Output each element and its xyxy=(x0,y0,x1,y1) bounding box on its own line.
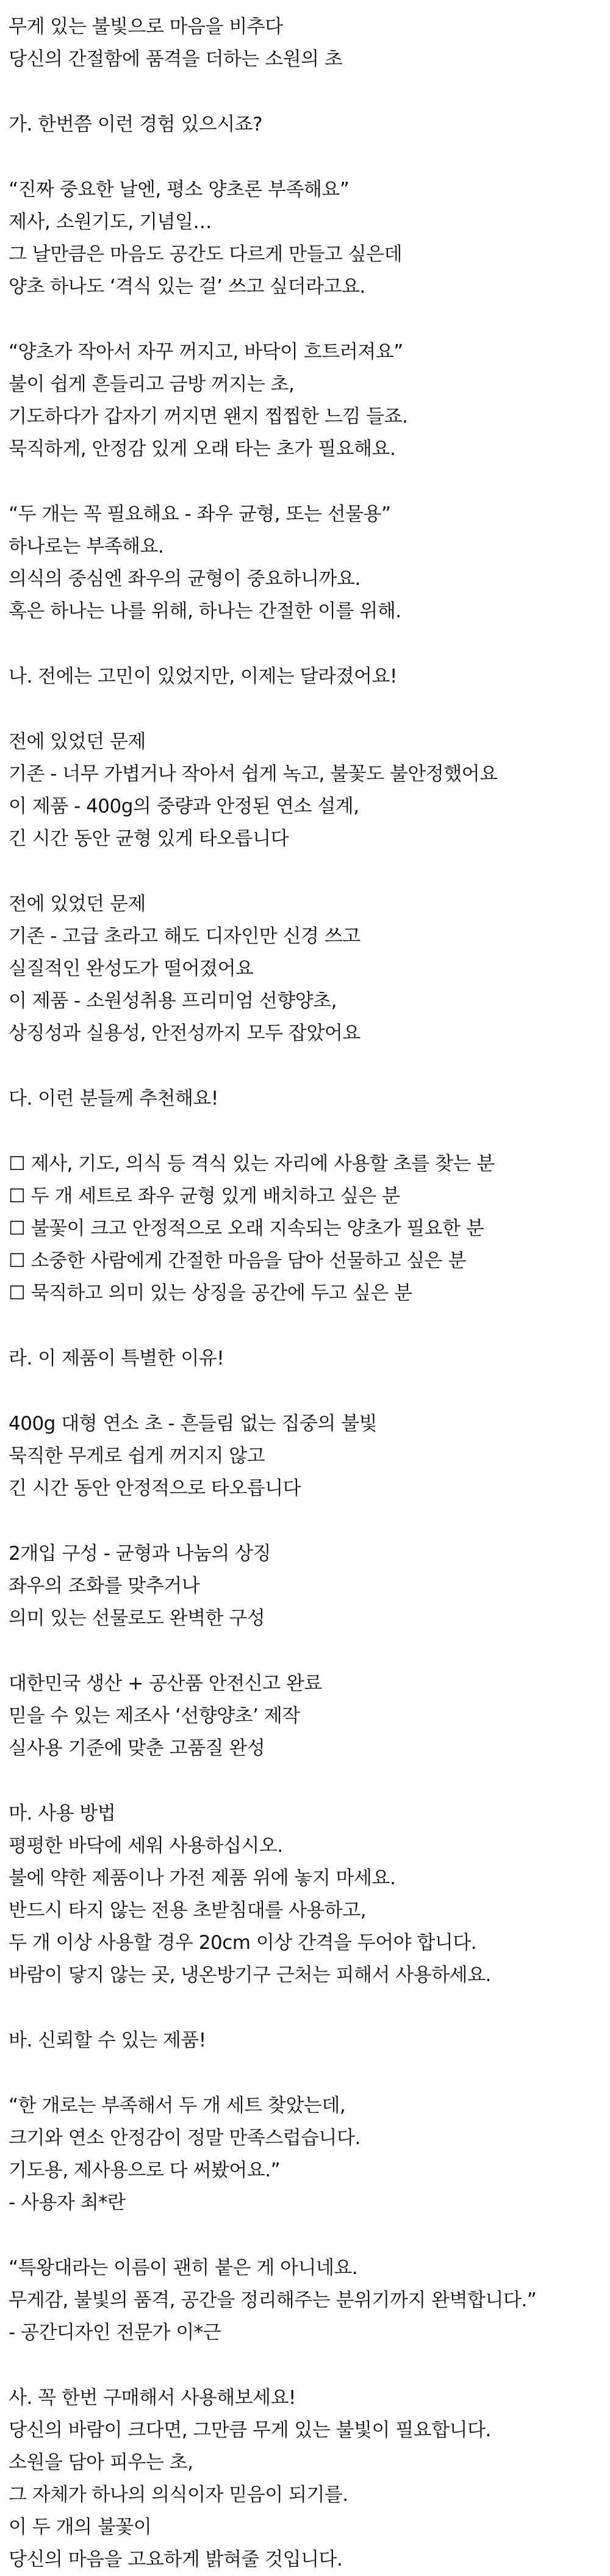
text-line: 전에 있었던 문제 xyxy=(9,893,146,915)
text-paragraph xyxy=(9,2382,610,2576)
heading-line: 나. 전에는 고민이 있었지만, 이제는 달라졌어요! xyxy=(9,666,397,687)
text-line: 혹은 하나는 나를 위해, 하나는 간절한 이를 위해. xyxy=(9,600,401,622)
text-line: ☐ 소중한 사람에게 간절한 마음을 담아 선물하고 싶은 분 xyxy=(9,1250,466,1272)
text-paragraph xyxy=(9,1798,610,1992)
heading-line: 다. 이런 분들께 추천해요! xyxy=(9,1088,218,1110)
text-line: 평평한 바닥에 세워 사용하십시오. xyxy=(9,1835,283,1857)
text-line: 사. 꼭 한번 구매해서 사용해보세요! xyxy=(9,2387,296,2409)
section-heading xyxy=(9,109,610,141)
text-line: 기존 - 고급 초라고 해도 디자인만 신경 쓰고 xyxy=(9,925,361,947)
text-paragraph xyxy=(9,888,610,1050)
text-line: 믿을 수 있는 제조사 ‘선향양초’ 제작 xyxy=(9,1705,300,1727)
text-paragraph xyxy=(9,11,610,76)
text-line: 400g 대형 연소 초 - 흔들림 없는 집중의 불빛 xyxy=(9,1413,378,1435)
text-line: 전에 있었던 문제 xyxy=(9,731,146,753)
text-paragraph xyxy=(9,174,610,303)
text-line: “한 개로는 부족해서 두 개 세트 찾았는데, xyxy=(9,2095,346,2117)
text-line: 기존 - 너무 가볍거나 작아서 쉽게 녹고, 불꽃도 불안정했어요 xyxy=(9,763,498,785)
text-paragraph xyxy=(9,1408,610,1505)
text-paragraph xyxy=(9,1668,610,1765)
text-line: 2개입 구성 - 균형과 나눔의 상징 xyxy=(9,1543,271,1565)
text-line: - 공간디자인 전문가 이*근 xyxy=(9,2322,221,2344)
text-paragraph xyxy=(9,2252,610,2349)
text-line: “진짜 중요한 날엔, 평소 양초론 부족해요” xyxy=(9,179,350,201)
text-line: 상징성과 실용성, 안전성까지 모두 잡았어요 xyxy=(9,1022,361,1044)
text-line: - 사용자 최*란 xyxy=(9,2192,126,2214)
heading-line: 라. 이 제품이 특별한 이유! xyxy=(9,1347,224,1369)
text-line: ☐ 불꽃이 크고 안정적으로 오래 지속되는 양초가 필요한 분 xyxy=(9,1218,484,1240)
text-line: 바람이 닿지 않는 곳, 냉온방기구 근처는 피해서 사용하세요. xyxy=(9,1964,491,1986)
text-line: 기도용, 제사용으로 다 써봤어요.” xyxy=(9,2159,281,2181)
text-line: 무게감, 불빛의 품격, 공간을 정리해주는 분위기까지 완벽합니다.” xyxy=(9,2289,537,2311)
section-heading xyxy=(9,1083,610,1115)
text-line: 긴 시간 동안 안정적으로 타오릅니다 xyxy=(9,1477,301,1499)
section-heading xyxy=(9,2025,610,2057)
text-line: ☐ 제사, 기도, 의식 등 격식 있는 자리에 사용할 초를 찾는 분 xyxy=(9,1153,495,1175)
text-line: 반드시 타지 않는 전용 초받침대를 사용하고, xyxy=(9,1900,367,1921)
text-line: ☐ 묵직하고 의미 있는 상징을 공간에 두고 싶은 분 xyxy=(9,1282,412,1304)
heading-line: 가. 한번쯤 이런 경험 있으시죠? xyxy=(9,113,263,135)
text-line: 의식의 중심엔 좌우의 균형이 중요하니까요. xyxy=(9,568,361,590)
text-paragraph xyxy=(9,1148,610,1310)
text-line: ☐ 두 개 세트로 좌우 균형 있게 배치하고 싶은 분 xyxy=(9,1185,400,1207)
text-paragraph xyxy=(9,336,610,465)
text-line: 실질적인 완성도가 떨어졌어요 xyxy=(9,958,254,980)
text-line: 이 제품 - 소원성취용 프리미엄 선향양초, xyxy=(9,990,337,1012)
text-line: 당신의 간절함에 품격을 더하는 소원의 초 xyxy=(9,48,343,70)
text-line: 당신의 마음을 고요하게 밝혀줄 것입니다. xyxy=(9,2549,343,2571)
text-line: 실사용 기준에 맞춘 고품질 완성 xyxy=(9,1737,265,1759)
text-line: 긴 시간 동안 균형 있게 타오릅니다 xyxy=(9,828,289,850)
text-line: 이 제품 - 400g의 중량과 안정된 연소 설계, xyxy=(9,795,359,817)
section-heading xyxy=(9,661,610,693)
text-line: 그 자체가 하나의 의식이자 믿음이 되기를. xyxy=(9,2484,348,2506)
text-paragraph xyxy=(9,726,610,855)
text-paragraph xyxy=(9,1538,610,1635)
text-line: 불이 쉽게 흔들리고 금방 꺼지는 초, xyxy=(9,373,295,395)
text-line: “양초가 작아서 자꾸 꺼지고, 바닥이 흐트러져요” xyxy=(9,341,403,363)
text-line: 두 개 이상 사용할 경우 20cm 이상 간격을 두어야 합니다. xyxy=(9,1932,477,1954)
text-line: 제사, 소원기도, 기념일… xyxy=(9,211,212,233)
text-line: 기도하다가 갑자기 꺼지면 왠지 찝찝한 느낌 들죠. xyxy=(9,406,408,428)
text-line: 당신의 바람이 크다면, 그만큼 무게 있는 불빛이 필요합니다. xyxy=(9,2419,491,2441)
text-line: 좌우의 조화를 맞추거나 xyxy=(9,1575,200,1597)
text-line: 대한민국 생산 + 공산품 안전신고 완료 xyxy=(9,1673,322,1695)
text-line: 의미 있는 선물로도 완벽한 구성 xyxy=(9,1607,265,1629)
text-paragraph xyxy=(9,2090,610,2219)
text-paragraph xyxy=(9,498,610,628)
text-line: 이 두 개의 불꽃이 xyxy=(9,2516,152,2538)
section-heading xyxy=(9,1343,610,1375)
text-line: 무게 있는 불빛으로 마음을 비추다 xyxy=(9,16,283,38)
text-line: “두 개는 꼭 필요해요 - 좌우 균형, 또는 선물용” xyxy=(9,503,391,525)
heading-line: 바. 신뢰할 수 있는 제품! xyxy=(9,2029,206,2051)
text-line: 양초 하나도 ‘격식 있는 걸’ 쓰고 싶더라고요. xyxy=(9,276,365,298)
text-line: 그 날만큼은 마음도 공간도 다르게 만들고 싶은데 xyxy=(9,243,403,265)
text-line: 하나로는 부족해요. xyxy=(9,536,164,558)
text-line: 불에 약한 제품이나 가전 제품 위에 놓지 마세요. xyxy=(9,1867,396,1889)
text-line: 크기와 연소 안정감이 정말 만족스럽습니다. xyxy=(9,2127,361,2149)
text-line: 마. 사용 방법 xyxy=(9,1803,116,1824)
text-line: 소원을 담아 피우는 초, xyxy=(9,2452,193,2474)
text-line: 묵직한 무게로 쉽게 꺼지지 않고 xyxy=(9,1445,265,1467)
text-line: “특왕대라는 이름이 괜히 붙은 게 아니네요. xyxy=(9,2257,358,2279)
text-line: 묵직하게, 안정감 있게 오래 타는 초가 필요해요. xyxy=(9,438,396,460)
